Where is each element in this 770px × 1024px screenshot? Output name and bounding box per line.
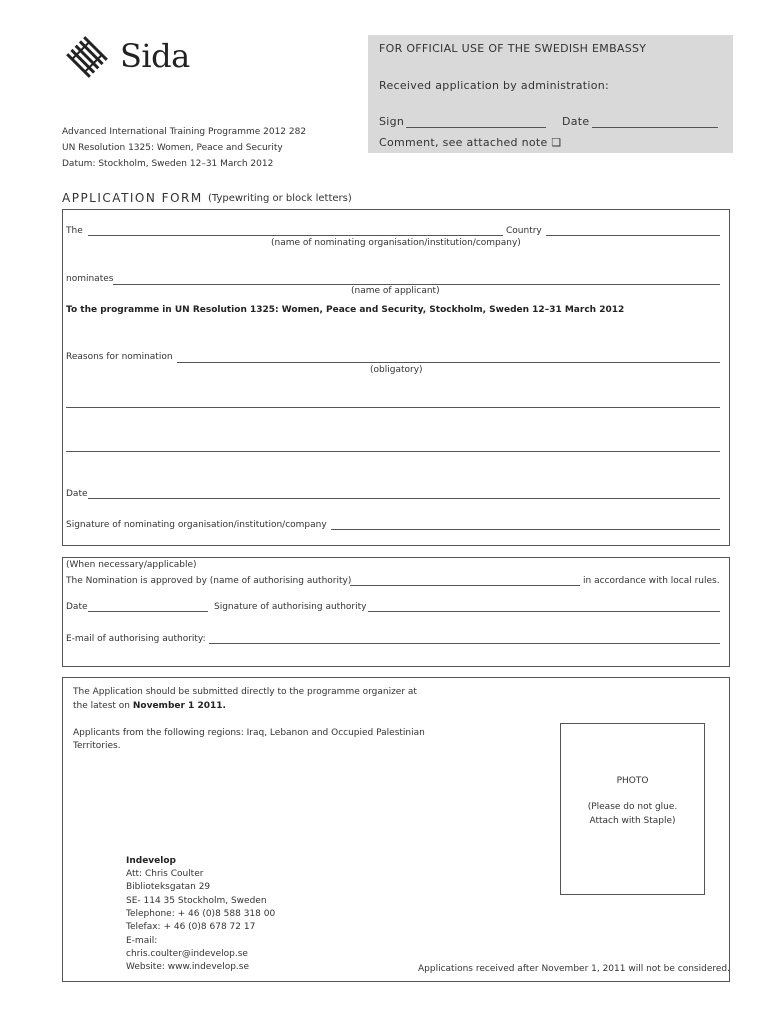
address-website[interactable]: Website: www.indevelop.se — [126, 962, 250, 972]
country-label: Country — [506, 226, 542, 236]
sida-logo-icon — [62, 34, 112, 80]
applicant-hint: (name of applicant) — [351, 286, 440, 296]
address-org: Indevelop — [126, 856, 176, 866]
authority-email-label: E-mail of authorising authority: — [66, 634, 206, 644]
photo-label: PHOTO — [616, 776, 649, 786]
sign-line[interactable] — [406, 127, 546, 128]
obligatory-hint: (obligatory) — [370, 365, 423, 375]
signature-label: Signature of nominating organisation/institution/company — [66, 520, 327, 530]
nomination-date-field[interactable] — [88, 498, 720, 499]
authority-name-field[interactable] — [350, 585, 580, 586]
programme-line-3: Datum: Stockholm, Sweden 12–31 March 2012 — [62, 159, 274, 169]
photo-hint-1: (Please do not glue. — [587, 802, 678, 812]
organisation-field[interactable] — [88, 235, 503, 236]
reasons-label: Reasons for nomination — [66, 352, 173, 362]
authority-signature-field[interactable] — [368, 611, 720, 612]
address-street: Biblioteksgatan 29 — [126, 882, 211, 892]
address-telephone: Telephone: + 46 (0)8 588 318 00 — [126, 909, 276, 919]
submit-text-prefix: the latest on — [73, 701, 133, 711]
official-heading: FOR OFFICIAL USE OF THE SWEDISH EMBASSY — [379, 42, 647, 55]
regions-line-2: Territories. — [73, 741, 121, 751]
form-subtitle: (Typewriting or block letters) — [208, 193, 352, 204]
date-line[interactable] — [592, 127, 718, 128]
nomination-signature-field[interactable] — [331, 529, 720, 530]
official-use-box — [368, 35, 733, 153]
address-att: Att: Chris Coulter — [126, 869, 204, 879]
sida-logo — [62, 34, 212, 80]
nominates-label: nominates — [66, 274, 114, 284]
address-email[interactable]: chris.coulter@indevelop.se — [126, 949, 248, 959]
approval-section — [62, 557, 730, 667]
submit-text-2 — [73, 701, 226, 711]
address-telefax: Telefax: + 46 (0)8 678 72 17 — [126, 922, 256, 932]
local-rules-label: in accordance with local rules. — [583, 576, 720, 586]
received-label: Received application by administration: — [379, 79, 610, 92]
address-city: SE- 114 35 Stockholm, Sweden — [126, 896, 267, 906]
deadline-note: Applications received after November 1, 2011 will not be considered. — [418, 964, 730, 974]
organisation-hint: (name of nominating organisation/institution/company) — [271, 238, 521, 248]
applicable-note: (When necessary/applicable) — [66, 560, 197, 570]
reasons-field-line-2[interactable] — [66, 407, 720, 408]
address-email-label: E-mail: — [126, 936, 158, 946]
sign-label: Sign — [379, 115, 405, 128]
date-label: Date — [562, 115, 590, 128]
country-field[interactable] — [546, 235, 720, 236]
nomination-section — [62, 209, 730, 546]
reasons-field-line-3[interactable] — [66, 451, 720, 452]
photo-hint-2: Attach with Staple) — [589, 816, 676, 826]
programme-line-2: UN Resolution 1325: Women, Peace and Security — [62, 143, 283, 153]
programme-line-1: Advanced International Training Programme 2012 282 — [62, 127, 307, 137]
approval-date-field[interactable] — [88, 611, 208, 612]
date-label: Date — [66, 489, 88, 499]
submit-deadline: November 1 2011. — [132, 701, 226, 711]
form-title: APPLICATION FORM — [62, 191, 203, 205]
reasons-field[interactable] — [177, 362, 720, 363]
sida-logo-text: Sida — [120, 37, 190, 75]
comment-label[interactable]: Comment, see attached note ❏ — [379, 136, 562, 149]
the-label: The — [66, 226, 83, 236]
programme-statement: To the programme in UN Resolution 1325: Women, Peace and Security, Stockholm, Sweden 12–31 March 2012 — [66, 305, 625, 315]
authority-signature-label: Signature of authorising authority — [214, 602, 367, 612]
approved-by-label: The Nomination is approved by (name of authorising authority) — [66, 576, 352, 586]
regions-line-1: Applicants from the following regions: Iraq, Lebanon and Occupied Palestinian — [73, 728, 425, 738]
authority-email-field[interactable] — [209, 643, 720, 644]
approval-date-label: Date — [66, 602, 88, 612]
submit-text-1: The Application should be submitted directly to the programme organizer at — [73, 687, 417, 697]
applicant-field[interactable] — [113, 284, 720, 285]
